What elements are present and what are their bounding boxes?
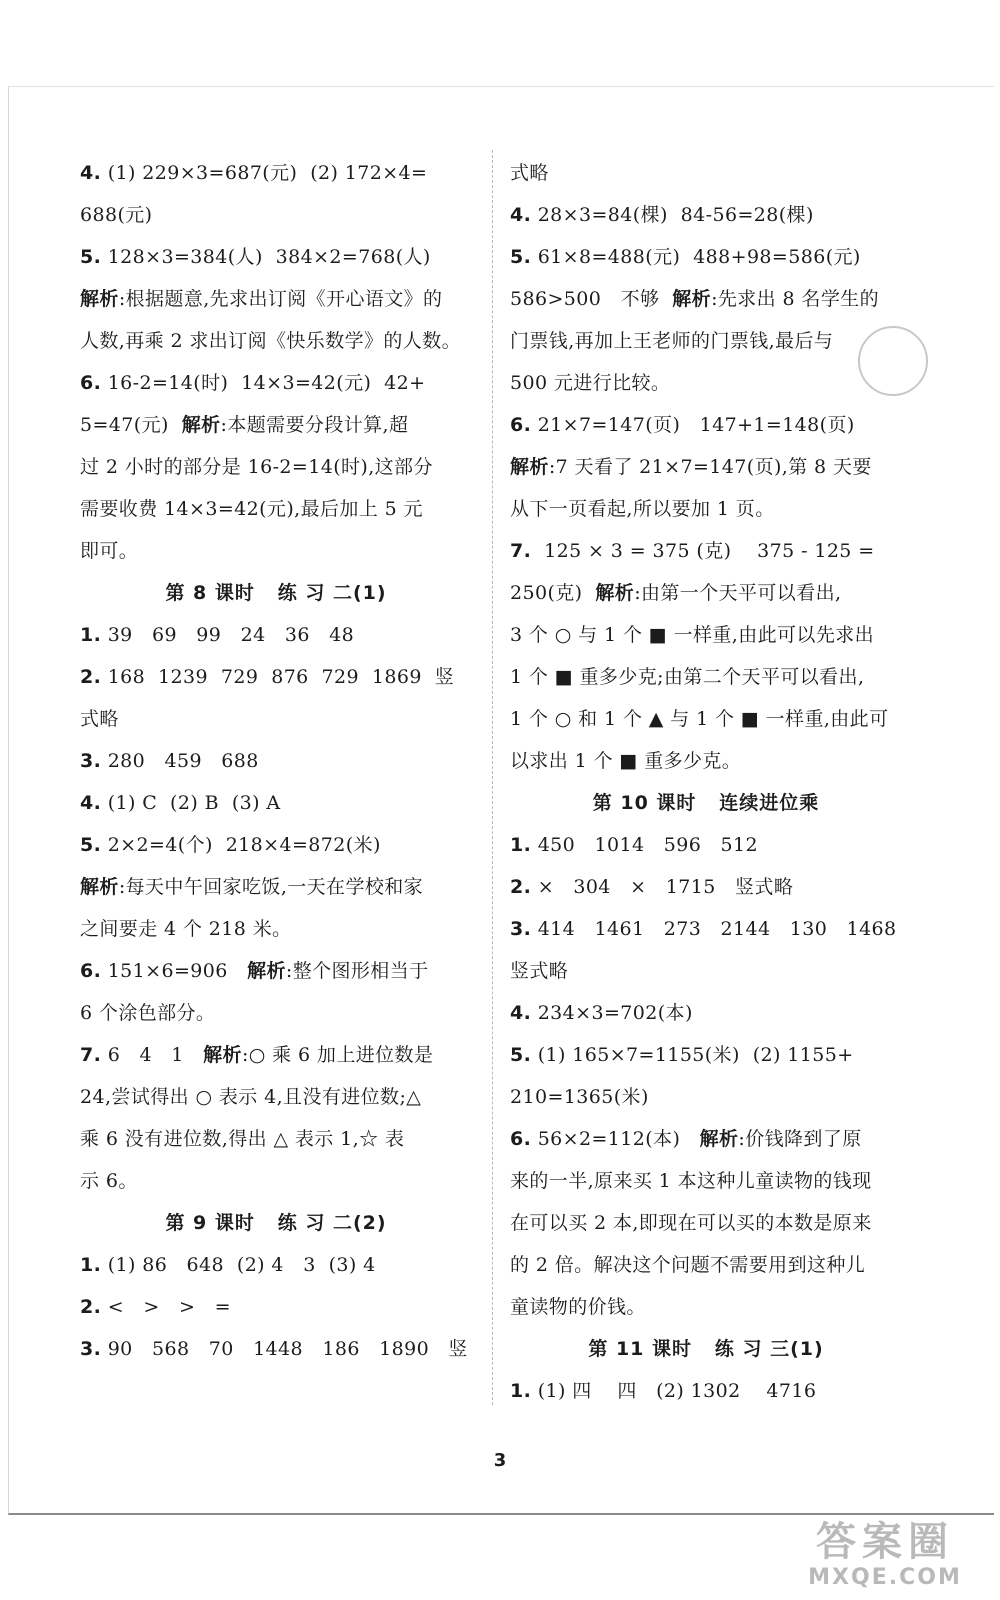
answer-text: 童读物的价钱。 — [510, 1296, 646, 1318]
answer-line — [510, 698, 902, 740]
answer-line — [510, 1244, 902, 1286]
left-column — [80, 152, 472, 1370]
answer-text: 1 个 ■ 重多少克;由第二个天平可以看出, — [510, 666, 865, 688]
answer-line — [80, 1328, 472, 1370]
answer-line — [80, 278, 472, 320]
answer-text: 即可。 — [80, 540, 139, 562]
watermark-url: MXQE.COM — [808, 1565, 962, 1590]
answer-text: (1) C (2) B (3) A — [101, 792, 281, 814]
answer-line — [510, 278, 902, 320]
answer-text: 128×3=384(人) 384×2=768(人) — [101, 246, 431, 268]
answer-text: 5=47(元) — [80, 414, 182, 436]
answer-text: 56×2=112(本) — [531, 1128, 700, 1150]
answer-line — [80, 320, 472, 362]
question-number: 5. — [80, 834, 102, 856]
answer-line — [80, 1286, 472, 1328]
answer-text: 从下一页看起,所以要加 1 页。 — [510, 498, 775, 520]
answer-text: 28×3=84(棵) 84-56=28(棵) — [531, 204, 814, 226]
answer-text: 24,尝试得出 ○ 表示 4,且没有进位数;△ — [80, 1086, 422, 1108]
answer-line — [510, 446, 902, 488]
answer-line — [80, 950, 472, 992]
answer-text: 人数,再乘 2 求出订阅《快乐数学》的人数。 — [80, 330, 462, 352]
analysis-label: 解析 — [595, 582, 635, 604]
analysis-label: 解析 — [80, 288, 119, 310]
answer-line — [510, 488, 902, 530]
answer-line — [510, 572, 902, 614]
answer-text: 门票钱,再加上王老师的门票钱,最后与 — [510, 330, 834, 352]
answer-line — [80, 698, 472, 740]
question-number: 2. — [80, 1296, 102, 1318]
question-number: 6. — [80, 960, 102, 982]
analysis-label: 解析 — [181, 414, 221, 436]
answer-line — [80, 740, 472, 782]
question-number: 7. — [80, 1044, 102, 1066]
answer-line — [510, 362, 902, 404]
analysis-label: 解析 — [247, 960, 286, 982]
answer-text: 6 4 1 — [101, 1044, 204, 1066]
answer-line — [80, 362, 472, 404]
answer-text: 450 1014 596 512 — [531, 834, 758, 856]
section-heading: 第 9 课时 练 习 二(2) — [165, 1212, 387, 1234]
answer-line — [510, 530, 902, 572]
answer-line — [80, 530, 472, 572]
answer-line — [510, 740, 902, 782]
answer-text: 168 1239 729 876 729 1869 竖 — [101, 666, 455, 688]
answer-text: 125 × 3 = 375 (克) 375 - 125 = — [531, 540, 875, 562]
answer-line — [510, 404, 902, 446]
section-heading: 第 10 课时 连续进位乘 — [592, 792, 820, 814]
answer-text: 在可以买 2 本,即现在可以买的本数是原来 — [510, 1212, 872, 1234]
answer-line — [80, 404, 472, 446]
answer-text: (1) 四 四 (2) 1302 4716 — [531, 1380, 817, 1402]
answer-text: 以求出 1 个 ■ 重多少克。 — [510, 750, 742, 772]
question-number: 2. — [510, 876, 532, 898]
answer-line — [80, 236, 472, 278]
answer-line — [510, 236, 902, 278]
answer-line — [510, 656, 902, 698]
answer-text: :7 天看了 21×7=147(页),第 8 天要 — [548, 456, 872, 478]
answer-text: 2×2=4(个) 218×4=872(米) — [101, 834, 381, 856]
right-column — [510, 152, 902, 1412]
answer-text: :价钱降到了原 — [738, 1128, 862, 1150]
page-number: 3 — [493, 1450, 507, 1471]
answer-line — [510, 1202, 902, 1244]
question-number: 1. — [80, 1254, 102, 1276]
answer-text: 需要收费 14×3=42(元),最后加上 5 元 — [80, 498, 423, 520]
answer-text: 234×3=702(本) — [531, 1002, 693, 1024]
answer-text: 来的一半,原来买 1 本这种儿童读物的钱现 — [510, 1170, 872, 1192]
answer-line — [80, 992, 472, 1034]
section-heading: 第 11 课时 练 习 三(1) — [588, 1338, 824, 1360]
answer-line — [510, 320, 902, 362]
answer-line — [80, 1244, 472, 1286]
answer-text: 210=1365(米) — [510, 1086, 649, 1108]
answer-text: 之间要走 4 个 218 米。 — [80, 918, 292, 940]
answer-text: 90 568 70 1448 186 1890 竖 — [101, 1338, 468, 1360]
answer-line — [80, 1160, 472, 1202]
answer-text: :整个图形相当于 — [285, 960, 429, 982]
answer-line — [510, 1286, 902, 1328]
analysis-label: 解析 — [699, 1128, 739, 1150]
answer-line — [80, 488, 472, 530]
answer-text: (1) 229×3=687(元) (2) 172×4= — [101, 162, 428, 184]
answer-text: :根据题意,先求出订阅《开心语文》的 — [118, 288, 443, 310]
answer-line — [80, 194, 472, 236]
question-number: 1. — [80, 624, 102, 646]
answer-text: 414 1461 273 2144 130 1468 — [531, 918, 897, 940]
answer-text: 61×8=488(元) 488+98=586(元) — [531, 246, 861, 268]
answer-text: (1) 86 648 (2) 4 3 (3) 4 — [101, 1254, 376, 1276]
answer-line — [80, 1076, 472, 1118]
question-number: 4. — [510, 204, 532, 226]
question-number: 2. — [80, 666, 102, 688]
answer-text: 3 个 ○ 与 1 个 ■ 一样重,由此可以先求出 — [510, 624, 875, 646]
answer-text: :本题需要分段计算,超 — [220, 414, 409, 436]
answer-line — [510, 866, 902, 908]
answer-text: 的 2 倍。解决这个问题不需要用到这种儿 — [510, 1254, 866, 1276]
question-number: 6. — [510, 1128, 532, 1150]
answer-text: 1 个 ○ 和 1 个 ▲ 与 1 个 ■ 一样重,由此可 — [510, 708, 889, 730]
answer-line — [80, 152, 472, 194]
answer-text: :先求出 8 名学生的 — [711, 288, 880, 310]
answer-text: :由第一个天平可以看出, — [634, 582, 842, 604]
answer-line — [510, 824, 902, 866]
answer-line — [510, 1370, 902, 1412]
question-number: 3. — [80, 1338, 102, 1360]
question-number: 5. — [80, 246, 102, 268]
column-divider — [492, 150, 493, 1405]
answer-text: < > > = — [101, 1296, 231, 1318]
answer-line — [510, 152, 902, 194]
answer-line — [510, 1076, 902, 1118]
answer-line — [80, 866, 472, 908]
question-number: 4. — [80, 162, 102, 184]
question-number: 6. — [80, 372, 102, 394]
answer-line — [510, 194, 902, 236]
answer-text: :每天中午回家吃饭,一天在学校和家 — [118, 876, 424, 898]
answer-text: 过 2 小时的部分是 16-2=14(时),这部分 — [80, 456, 433, 478]
question-number: 4. — [80, 792, 102, 814]
answer-text: (1) 165×7=1155(米) (2) 1155+ — [531, 1044, 854, 1066]
answer-line — [80, 656, 472, 698]
answer-text: 500 元进行比较。 — [510, 372, 671, 394]
question-number: 3. — [80, 750, 102, 772]
answer-text: 280 459 688 — [101, 750, 259, 772]
answer-line — [80, 824, 472, 866]
answer-line — [80, 446, 472, 488]
answer-line — [510, 950, 902, 992]
watermark-main: 答案圈 — [816, 1519, 954, 1565]
question-number: 1. — [510, 1380, 532, 1402]
answer-line — [80, 908, 472, 950]
answer-text: 586>500 不够 — [510, 288, 673, 310]
answer-line — [80, 782, 472, 824]
section-heading: 第 8 课时 练 习 二(1) — [165, 582, 387, 604]
answer-text: 21×7=147(页) 147+1=148(页) — [531, 414, 855, 436]
answer-text: 688(元) — [80, 204, 153, 226]
answer-text: 151×6=906 — [101, 960, 248, 982]
answer-line — [510, 908, 902, 950]
question-number: 5. — [510, 1044, 532, 1066]
answer-line — [510, 1118, 902, 1160]
answer-text: 6 个涂色部分。 — [80, 1002, 216, 1024]
question-number: 1. — [510, 834, 532, 856]
answer-text: 16-2=14(时) 14×3=42(元) 42+ — [101, 372, 426, 394]
answer-line — [510, 992, 902, 1034]
answer-text: :○ 乘 6 加上进位数是 — [241, 1044, 434, 1066]
answer-line — [510, 1034, 902, 1076]
answer-text: × 304 × 1715 竖式略 — [531, 876, 794, 898]
answer-text: 示 6。 — [80, 1170, 138, 1192]
answer-line — [510, 1160, 902, 1202]
answer-text: 式略 — [510, 162, 549, 184]
analysis-label: 解析 — [510, 456, 549, 478]
question-number: 7. — [510, 540, 532, 562]
answer-text: 乘 6 没有进位数,得出 △ 表示 1,☆ 表 — [80, 1128, 405, 1150]
analysis-label: 解析 — [203, 1044, 242, 1066]
question-number: 4. — [510, 1002, 532, 1024]
answer-line — [510, 614, 902, 656]
answer-line — [80, 614, 472, 656]
answer-line — [80, 1034, 472, 1076]
question-number: 6. — [510, 414, 532, 436]
question-number: 5. — [510, 246, 532, 268]
answer-text: 39 69 99 24 36 48 — [101, 624, 355, 646]
answer-line — [80, 1118, 472, 1160]
answer-text: 竖式略 — [510, 960, 569, 982]
question-number: 3. — [510, 918, 532, 940]
watermark-logo — [780, 1518, 990, 1594]
answer-text: 式略 — [80, 708, 119, 730]
analysis-label: 解析 — [80, 876, 119, 898]
analysis-label: 解析 — [672, 288, 712, 310]
answer-text: 250(克) — [510, 582, 596, 604]
